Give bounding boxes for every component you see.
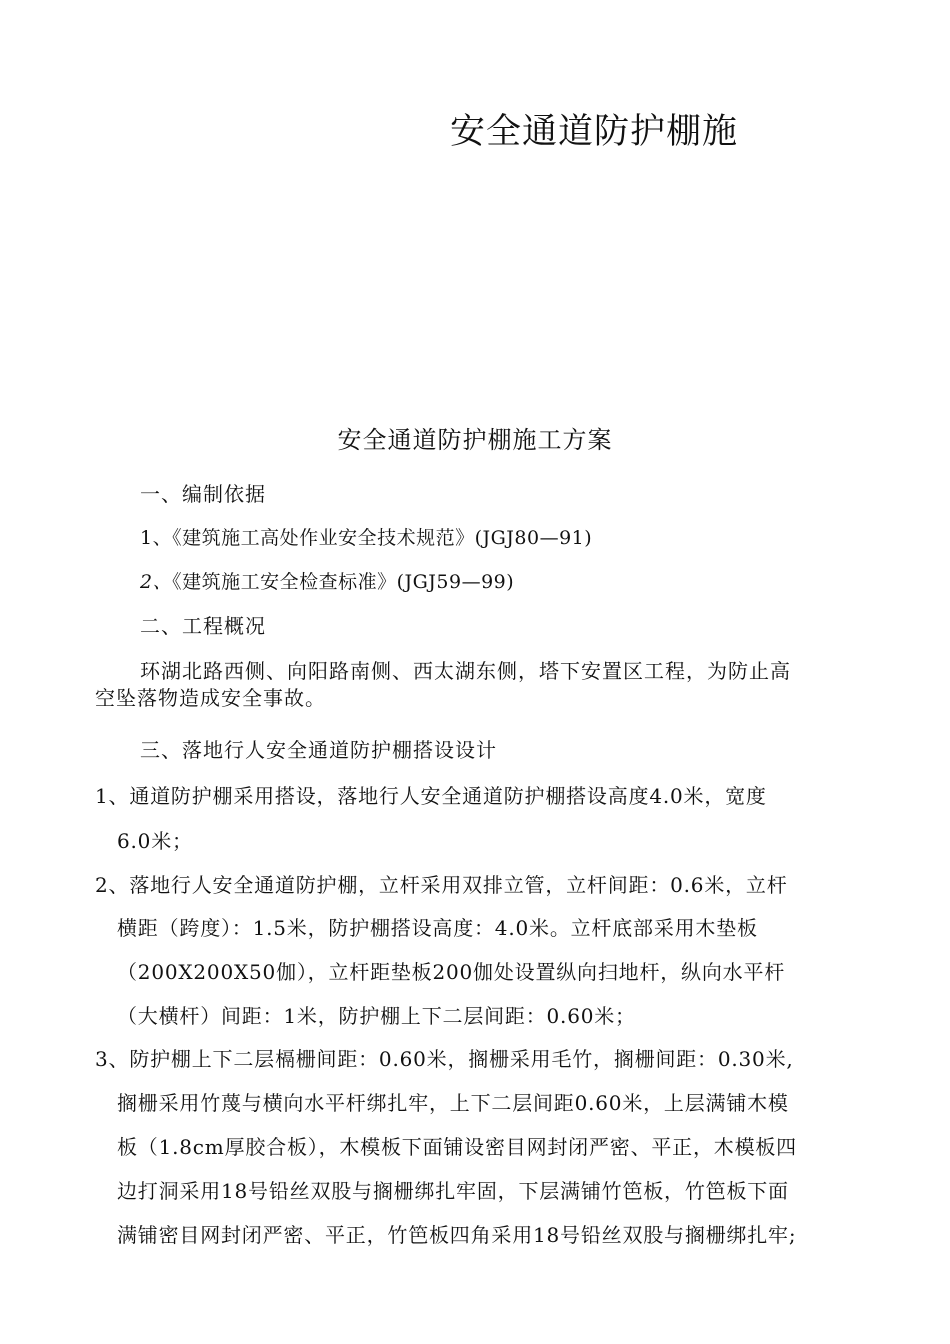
design-item-2-line-3: （200X200X50伽），立杆距垫板200伽处设置纵向扫地杆，纵向水平杆 [117, 960, 786, 984]
design-item-3-line-4: 边打洞采用18号铅丝双股与搁栅绑扎牢固，下层满铺竹笆板，竹笆板下面 [117, 1179, 789, 1203]
reference-item-2 [140, 567, 514, 594]
design-item-2-line-1: 2、落地行人安全通道防护棚，立杆采用双排立管，立杆间距：0.6米，立杆 [95, 873, 788, 897]
reference-2-text: 《建筑施工安全检查标准》(JGJ59—99) [172, 571, 515, 593]
reference-2-number: 2、 [140, 571, 173, 593]
design-item-2-line-2: 横距（跨度）：1.5米，防护棚搭设高度：4.0米。立杆底部采用木垫板 [117, 916, 758, 940]
design-item-2-line-4: （大横杆）间距：1米，防护棚上下二层间距：0.60米； [117, 1004, 636, 1028]
design-item-3-line-1: 3、防护棚上下二层槅栅间距：0.60米，搁栅采用毛竹，搁栅间距：0.30米, [95, 1047, 794, 1071]
section2-heading: 二、工程概况 [140, 614, 266, 638]
document-title: 安全通道防护棚施工方案 [337, 426, 613, 454]
reference-item-1 [140, 523, 592, 550]
overview-paragraph-line-1: 环湖北路西侧、向阳路南侧、西太湖东侧，塔下安置区工程，为防止高 [140, 659, 791, 683]
design-item-3-line-5: 满铺密目网封闭严密、平正，竹笆板四角采用18号铅丝双股与搁栅绑扎牢; [117, 1223, 797, 1247]
design-item-1-line-1: 1、通道防护棚采用搭设，落地行人安全通道防护棚搭设高度4.0米，宽度 [95, 784, 767, 808]
reference-1-number: 1、 [140, 527, 173, 549]
design-item-3-line-3: 板（1.8cm厚胶合板），木模板下面铺设密目网封闭严密、平正，木模板四 [117, 1135, 797, 1159]
section3-heading: 三、落地行人安全通道防护棚搭设设计 [140, 738, 497, 762]
design-item-3-line-2: 搁栅采用竹蔑与横向水平杆绑扎牢，上下二层间距0.60米，上层满铺木模 [117, 1091, 789, 1115]
reference-1-text: 《建筑施工高处作业安全技术规范》(JGJ80—91) [172, 527, 593, 549]
overview-paragraph-line-2: 空坠落物造成安全事故。 [95, 686, 326, 710]
design-item-1-line-2: 6.0米； [117, 829, 193, 853]
cover-title: 安全通道防护棚施 [450, 112, 739, 152]
section1-heading: 一、编制依据 [140, 482, 266, 506]
